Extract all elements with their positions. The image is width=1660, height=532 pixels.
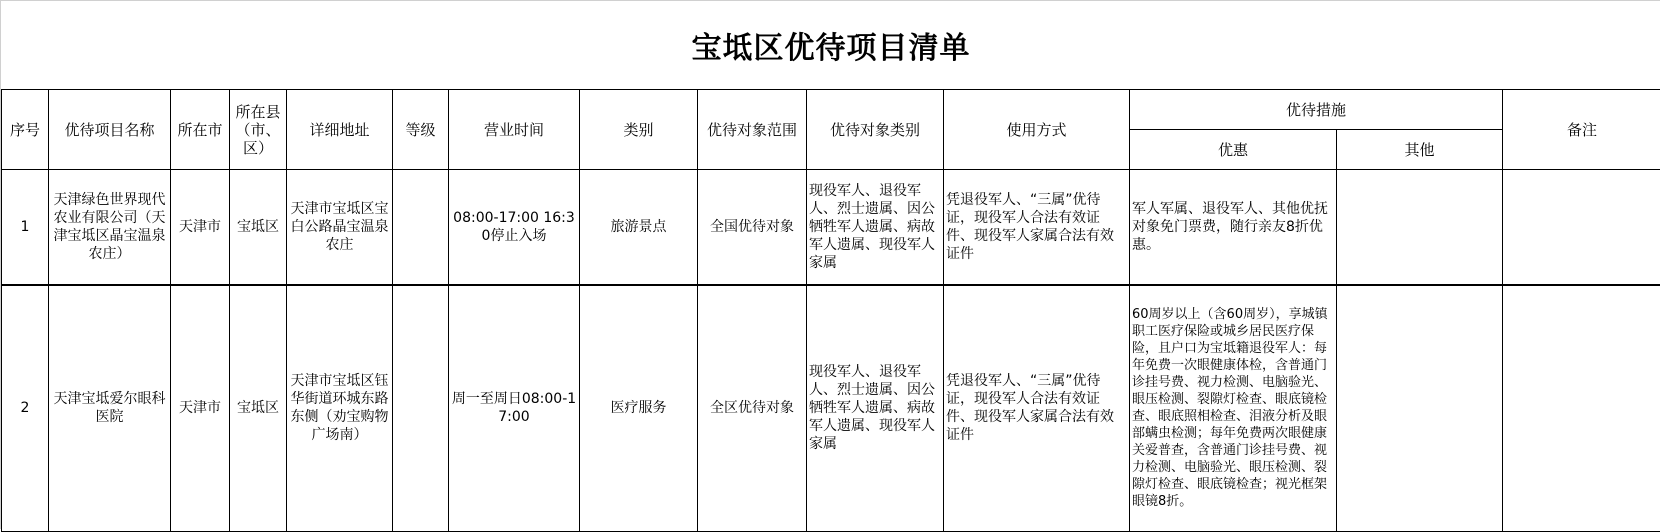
cell-name: 天津绿色世界现代农业有限公司（天津宝坻区晶宝温泉农庄） <box>49 170 171 285</box>
header-address: 详细地址 <box>287 90 393 170</box>
header-discount: 优惠 <box>1130 130 1337 170</box>
header-level: 等级 <box>393 90 449 170</box>
header-scope: 优待对象范围 <box>698 90 807 170</box>
cell-address: 天津市宝坻区宝白公路晶宝温泉农庄 <box>287 170 393 285</box>
cell-level <box>393 285 449 532</box>
header-usage: 使用方式 <box>944 90 1130 170</box>
cell-county: 宝坻区 <box>230 170 287 285</box>
header-row <box>2 90 1660 130</box>
cell-usage: 凭退役军人、“三属”优待证，现役军人合法有效证件、现役军人家属合法有效证件 <box>944 285 1130 532</box>
cell-other <box>1337 170 1503 285</box>
cell-city: 天津市 <box>171 170 230 285</box>
header-measures: 优待措施 <box>1130 90 1503 130</box>
cell-remark <box>1503 285 1660 532</box>
header-no: 序号 <box>2 90 49 170</box>
cell-usage: 凭退役军人、“三属”优待证，现役军人合法有效证件、现役军人家属合法有效证件 <box>944 170 1130 285</box>
cell-category: 旅游景点 <box>580 170 698 285</box>
cell-level <box>393 170 449 285</box>
table-row <box>2 170 1660 285</box>
cell-scope: 全国优待对象 <box>698 170 807 285</box>
cell-county: 宝坻区 <box>230 285 287 532</box>
cell-remark <box>1503 170 1660 285</box>
cell-target-type: 现役军人、退役军人、烈士遗属、因公牺牲军人遗属、病故军人遗属、现役军人家属 <box>807 170 944 285</box>
cell-hours: 周一至周日08:00-17:00 <box>449 285 580 532</box>
cell-address: 天津市宝坻区钰华街道环城东路东侧（劝宝购物广场南） <box>287 285 393 532</box>
cell-no: 2 <box>2 285 49 532</box>
cell-discount: 军人军属、退役军人、其他优抚对象免门票费，随行亲友8折优惠。 <box>1130 170 1337 285</box>
header-remark: 备注 <box>1503 90 1660 170</box>
cell-scope: 全区优待对象 <box>698 285 807 532</box>
cell-category: 医疗服务 <box>580 285 698 532</box>
header-name: 优待项目名称 <box>49 90 171 170</box>
cell-name: 天津宝坻爱尔眼科医院 <box>49 285 171 532</box>
header-category: 类别 <box>580 90 698 170</box>
table-row <box>2 285 1660 532</box>
cell-other <box>1337 285 1503 532</box>
benefits-table <box>1 89 1660 532</box>
header-target-type: 优待对象类别 <box>807 90 944 170</box>
header-other: 其他 <box>1337 130 1503 170</box>
cell-target-type: 现役军人、退役军人、烈士遗属、因公牺牲军人遗属、病故军人遗属、现役军人家属 <box>807 285 944 532</box>
cell-hours: 08:00-17:00 16:30停止入场 <box>449 170 580 285</box>
cell-no: 1 <box>2 170 49 285</box>
cell-discount: 60周岁以上（含60周岁），享城镇职工医疗保险或城乡居民医疗保险，且户口为宝坻籍退役军人：每年免费一次眼健康体检，含普通门诊挂号费、视力检测、电脑验光、眼压检测、裂隙灯检查、眼底镜检查、眼底照相检查、泪液分析及眼部螨虫检测；每年免费两次眼健康关爱普查，含普通门诊挂号费、视力检测、电脑验光、眼压检测、裂隙灯检查、眼底镜检查；视光框架眼镜8折。 <box>1130 285 1337 532</box>
header-county: 所在县（市、区） <box>230 90 287 170</box>
header-city: 所在市 <box>171 90 230 170</box>
cell-city: 天津市 <box>171 285 230 532</box>
page-title: 宝坻区优待项目清单 <box>1 1 1660 89</box>
header-hours: 营业时间 <box>449 90 580 170</box>
